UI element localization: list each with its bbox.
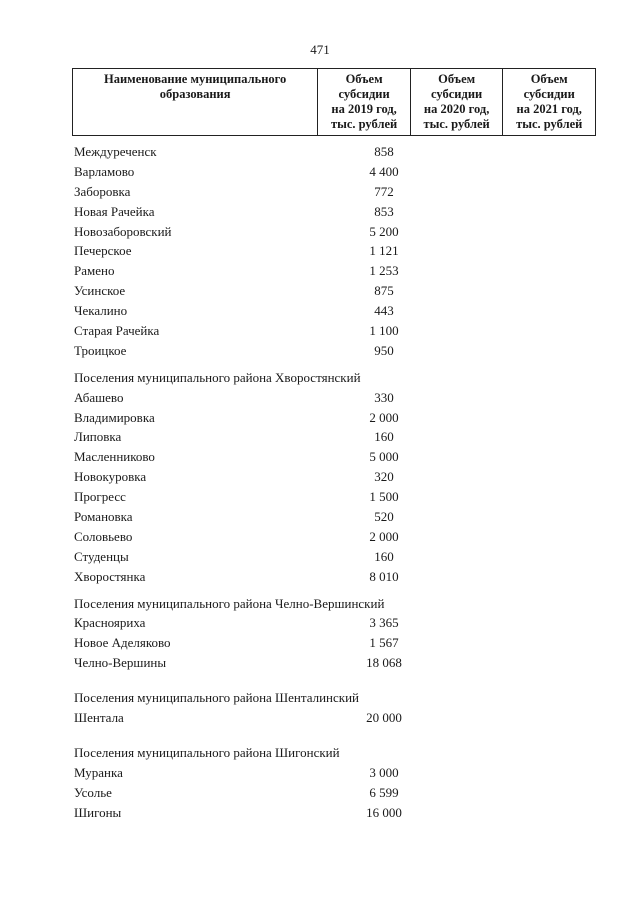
table-row: [72, 182, 632, 202]
table-row: [72, 567, 632, 587]
group-spacer: [72, 728, 632, 736]
table-row: [72, 783, 632, 803]
table-row: [72, 341, 632, 361]
table-body: [72, 142, 632, 823]
table-row: [72, 321, 632, 341]
subsidy-2019-value: 3 000: [369, 764, 399, 780]
municipality-name: Троицкое: [74, 342, 127, 358]
table-row: [72, 467, 632, 487]
table-row: [72, 653, 632, 673]
municipality-name: Шентала: [74, 710, 124, 726]
table-row: [72, 162, 632, 182]
subsidy-2019-value: 4 400: [369, 163, 399, 179]
section-title: Поселения муниципального района Хворостянский: [74, 369, 361, 385]
subsidy-2019-value: 1 500: [369, 489, 399, 505]
subsidy-2019-value: 330: [374, 389, 394, 405]
municipality-name: Хворостянка: [74, 568, 146, 584]
section-title: Поселения муниципального района Шигонский: [74, 744, 340, 760]
municipality-name: Студенцы: [74, 548, 129, 564]
municipality-name: Рамено: [74, 263, 115, 279]
municipality-name: Романовка: [74, 509, 133, 525]
table-row: [72, 222, 632, 242]
group-spacer: [72, 673, 632, 681]
subsidy-2019-value: 5 200: [369, 223, 399, 239]
municipality-name: Прогресс: [74, 489, 126, 505]
table-row: [72, 708, 632, 728]
municipality-name: Абашево: [74, 389, 124, 405]
subsidy-2019-value: 950: [374, 342, 394, 358]
table-row: [72, 613, 632, 633]
subsidy-2019-value: 8 010: [369, 568, 399, 584]
table-row: [72, 633, 632, 653]
header-2019: Объем субсидии на 2019 год, тыс. рублей: [318, 69, 411, 136]
municipality-name: Междуреченск: [74, 144, 157, 159]
subsidy-2019-value: 853: [374, 203, 394, 219]
table-row: [72, 447, 632, 467]
subsidy-2019-value: 160: [374, 429, 394, 445]
table-row: [72, 142, 632, 162]
municipality-name: Варламово: [74, 163, 135, 179]
subsidy-2019-value: 3 365: [369, 615, 399, 631]
section-title: Поселения муниципального района Челно-Вершинский: [74, 595, 385, 611]
subsidy-2019-value: 320: [374, 469, 394, 485]
table-row: [72, 388, 632, 408]
municipality-name: Чекалино: [74, 303, 128, 319]
subsidy-2019-value: 2 000: [369, 528, 399, 544]
municipality-name: Заборовка: [74, 183, 131, 199]
subsidy-2019-value: 520: [374, 509, 394, 525]
subsidy-2019-value: 1 253: [369, 263, 399, 279]
header-2020: Объем субсидии на 2020 год, тыс. рублей: [410, 69, 503, 136]
header-municipality: Наименование муниципального образования: [73, 69, 318, 136]
section-title: Поселения муниципального района Шенталинский: [74, 690, 360, 706]
subsidy-2019-value: 1 121: [369, 243, 399, 259]
table-row: [72, 763, 632, 783]
table-row: [72, 507, 632, 527]
table-row: [72, 301, 632, 321]
subsidy-2019-value: 6 599: [369, 784, 399, 800]
table-row: [72, 547, 632, 567]
subsidy-2019-value: 2 000: [369, 409, 399, 425]
subsidy-2019-value: 1 567: [369, 635, 399, 651]
municipality-name: Челно-Вершины: [74, 655, 167, 671]
subsidy-2019-value: 875: [374, 283, 394, 299]
subsidy-2019-value: 18 068: [366, 655, 402, 671]
subsidy-2019-value: 16 000: [366, 804, 402, 820]
table-row: [72, 202, 632, 222]
table-row: [72, 241, 632, 261]
page-number: 471: [310, 42, 330, 57]
header-2021: Объем субсидии на 2021 год, тыс. рублей: [503, 69, 596, 136]
municipality-name: Соловьево: [74, 528, 133, 544]
subsidy-2019-value: 1 100: [369, 323, 399, 339]
municipality-name: Новозаборовский: [74, 223, 172, 239]
municipality-name: Новая Рачейка: [74, 203, 155, 219]
municipality-name: Новокуровка: [74, 469, 147, 485]
subsidy-2019-value: 5 000: [369, 449, 399, 465]
table-row: [72, 408, 632, 428]
municipality-name: Усинское: [74, 283, 126, 299]
municipality-name: Шигоны: [74, 804, 122, 820]
municipality-name: Печерское: [74, 243, 132, 259]
table-row: [72, 427, 632, 447]
table-row: [72, 803, 632, 823]
municipality-name: Краснояриха: [74, 615, 146, 631]
subsidy-2019-value: 20 000: [366, 710, 402, 726]
subsidy-2019-value: 160: [374, 548, 394, 564]
municipality-name: Старая Рачейка: [74, 323, 160, 339]
table-row: [72, 261, 632, 281]
municipality-name: Новое Аделяково: [74, 635, 171, 651]
table-row: [72, 487, 632, 507]
municipality-name: Муранка: [74, 764, 123, 780]
municipality-name: Владимировка: [74, 409, 155, 425]
subsidy-2019-value: 858: [374, 144, 394, 159]
municipality-name: Масленниково: [74, 449, 155, 465]
municipality-name: Усолье: [74, 784, 112, 800]
table-row: [72, 281, 632, 301]
table-row: [72, 527, 632, 547]
municipality-name: Липовка: [74, 429, 122, 445]
subsidy-2019-value: 443: [374, 303, 394, 319]
table-header: [72, 68, 596, 136]
subsidy-2019-value: 772: [374, 183, 394, 199]
